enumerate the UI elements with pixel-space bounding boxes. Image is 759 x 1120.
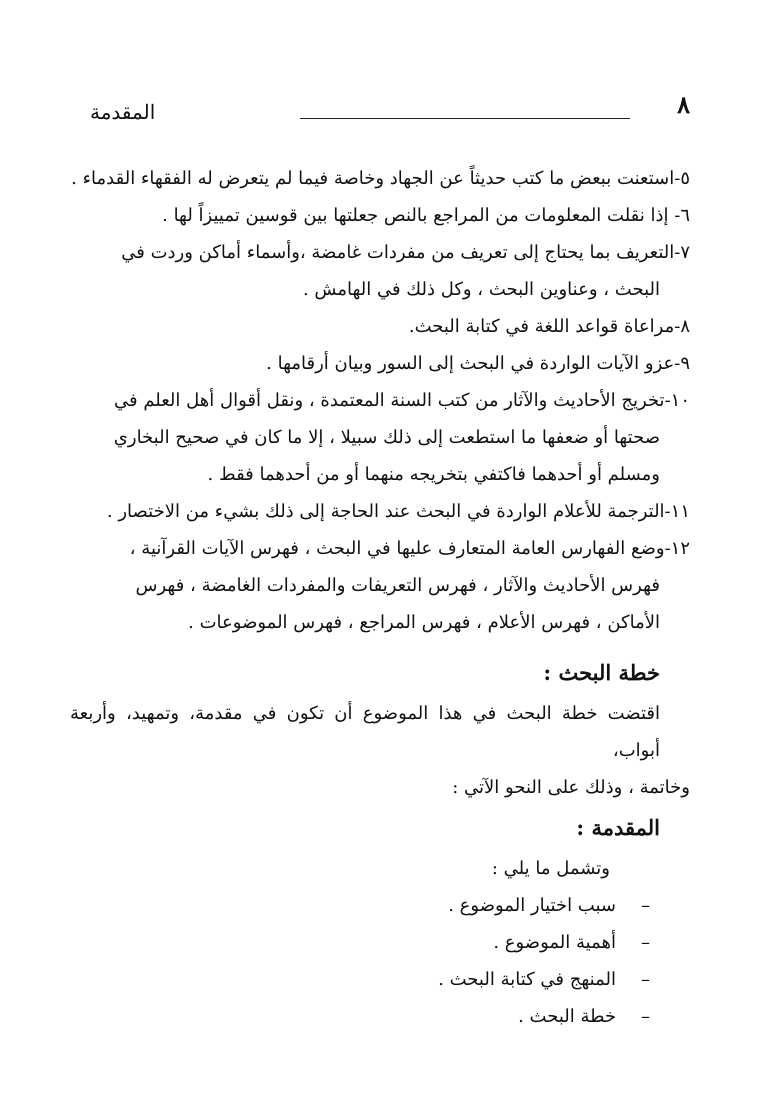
dash-bullet: – <box>641 969 650 990</box>
dash-bullet: – <box>641 1006 650 1027</box>
paragraph-continuation <box>70 769 690 806</box>
list-item-text: الأماكن ، فهرس الأعلام ، فهرس المراجع ، فهرس الموضوعات . <box>188 612 660 633</box>
list-item-continuation <box>70 456 690 493</box>
list-item-continuation <box>70 271 690 308</box>
list-item-text: ٧-التعريف بما يحتاج إلى تعريف من مفردات غامضة ،وأسماء أماكن وردت في <box>121 242 690 263</box>
list-item <box>70 308 690 345</box>
list-item-continuation <box>70 419 690 456</box>
list-item-continuation <box>70 604 690 641</box>
paragraph <box>70 695 690 769</box>
list-item <box>70 530 690 567</box>
list-item-text: سبب اختيار الموضوع . <box>448 895 616 916</box>
header-rule <box>300 118 630 119</box>
list-item-text: البحث ، وعناوين البحث ، وكل ذلك في الهامش . <box>302 279 660 300</box>
list-item-text: صحتها أو ضعفها ما استطعت إلى ذلك سبيلا ، إلا ما كان في صحيح البخاري <box>113 427 660 448</box>
list-item <box>70 345 690 382</box>
intro-list <box>70 887 690 1035</box>
list-item-text: ١٠-تخريج الأحاديث والآثار من كتب السنة المعتمدة ، ونقل أقوال أهل العلم في <box>113 390 690 411</box>
list-item <box>70 924 650 961</box>
section-heading-plan: خطة البحث : <box>543 660 660 685</box>
list-item-text: ١٢-وضع الفهارس العامة المتعارف عليها في البحث ، فهرس الآيات القرآنية ، <box>129 538 690 559</box>
dash-bullet: – <box>641 932 650 953</box>
list-item <box>70 160 690 197</box>
section-heading-intro: المقدمة : <box>576 815 660 840</box>
list-item <box>70 961 650 998</box>
list-item-continuation <box>70 567 690 604</box>
list-item <box>70 197 690 234</box>
list-item <box>70 234 690 271</box>
list-item-text: ٩-عزو الآيات الواردة في البحث إلى السور وبيان أرقامها . <box>266 353 690 374</box>
list-item-text: ١١-الترجمة للأعلام الواردة في البحث عند الحاجة إلى ذلك بشيء من الاختصار . <box>106 501 690 522</box>
dash-bullet: – <box>641 895 650 916</box>
list-item-text: ومسلم أو أحدهما فاكتفي بتخريجه منهما أو من أحدهما فقط . <box>207 464 660 485</box>
list-item <box>70 493 690 530</box>
page-number: ٨ <box>677 90 690 119</box>
list-item-text: أهمية الموضوع . <box>493 932 616 953</box>
list-item-text: فهرس الأحاديث والآثار ، فهرس التعريفات والمفردات الغامضة ، فهرس <box>135 575 660 596</box>
paragraph-text: اقتضت خطة البحث في هذا الموضوع أن تكون في مقدمة، وتمهيد، وأربعة أبواب، <box>70 703 660 761</box>
list-item <box>70 887 650 924</box>
page-body <box>70 160 690 1035</box>
list-item <box>70 998 650 1035</box>
list-intro: وتشمل ما يلي : <box>491 858 610 879</box>
page-header <box>90 90 690 130</box>
paragraph-text: وخاتمة ، وذلك على النحو الآتي : <box>452 777 690 798</box>
list-item-text: ٨-مراعاة قواعد اللغة في كتابة البحث. <box>408 316 690 337</box>
list-item-text: خطة البحث . <box>518 1006 616 1027</box>
list-item-text: المنهج في كتابة البحث . <box>438 969 616 990</box>
list-item <box>70 382 690 419</box>
list-item-text: ٥-استعنت ببعض ما كتب حديثاً عن الجهاد وخاصة فيما لم يتعرض له الفقهاء القدماء . <box>71 168 690 189</box>
list-item-text: ٦- إذا نقلت المعلومات من المراجع بالنص جعلتها بين قوسين تمييزاً لها . <box>162 205 690 226</box>
running-head: المقدمة <box>90 100 156 124</box>
